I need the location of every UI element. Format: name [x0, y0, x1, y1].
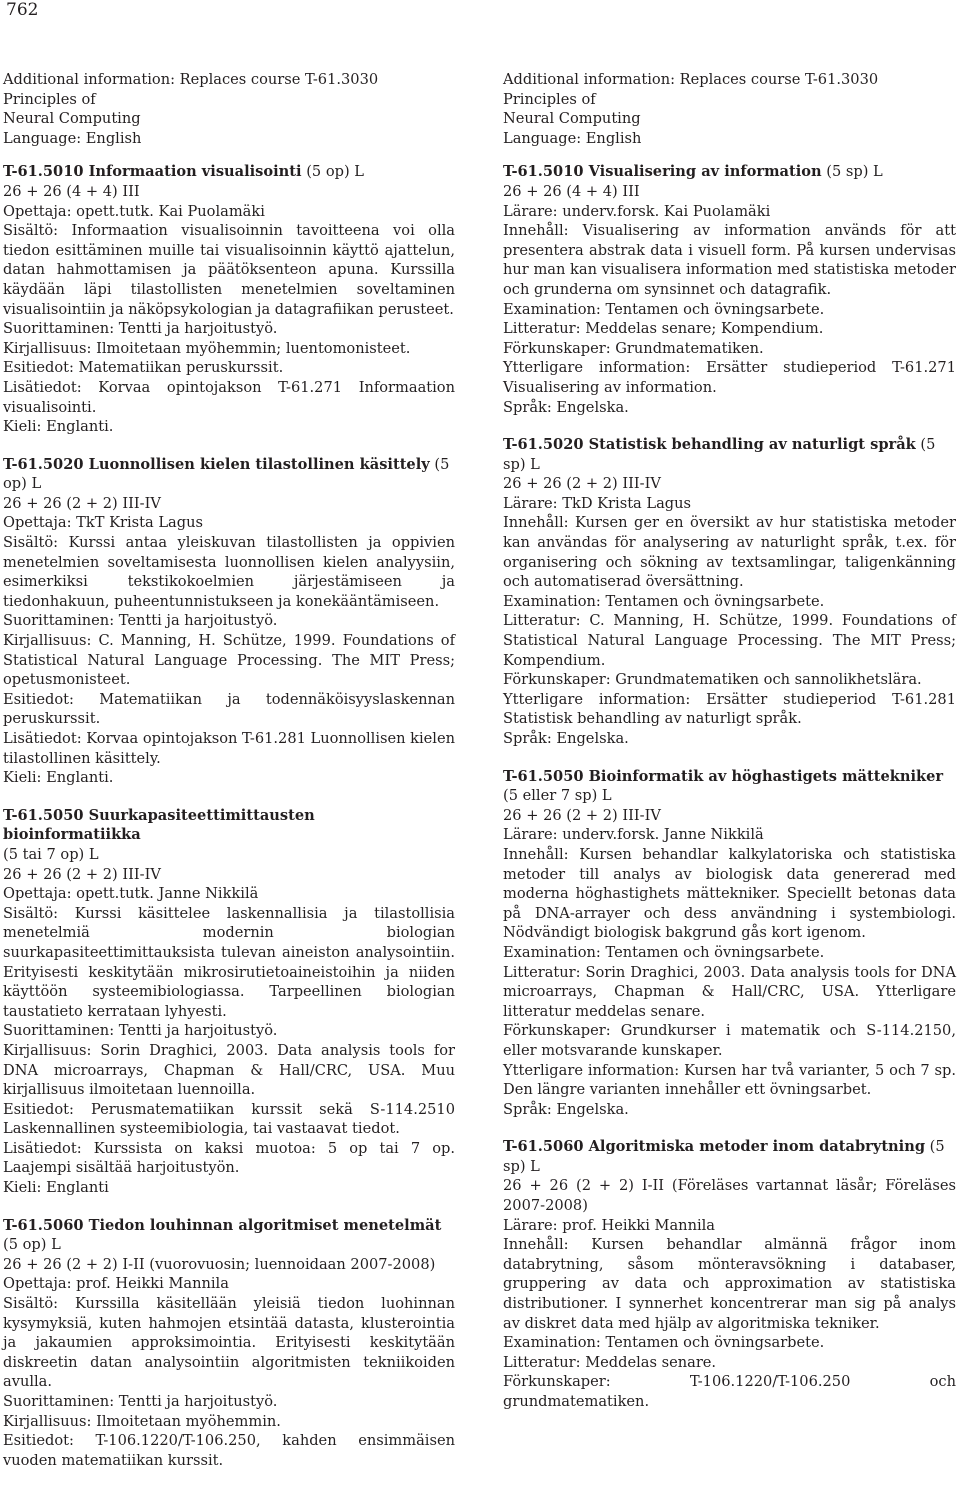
course-line: Examination: Tentamen och övningsarbete. [503, 943, 825, 961]
course-line: Kirjallisuus: Ilmoitetaan myöhemmin; luentomonisteet. [3, 339, 411, 357]
course-heading [3, 806, 455, 845]
course-title: T-61.5020 Statistisk behandling av naturligt språk [503, 436, 916, 454]
intro-line: Neural Computing [503, 110, 641, 128]
course-line: 26 + 26 (2 + 2) III-IV [3, 865, 161, 883]
course-title: T-61.5010 Visualisering av information [503, 163, 822, 181]
course-credits: (5 sp) L [503, 436, 936, 473]
left-column-finnish [3, 70, 455, 1488]
intro-line: Language: English [503, 129, 642, 147]
course-line: Lisätiedot: Korvaa opintojakson T-61.271 Informaation visualisointi. [3, 378, 455, 416]
course-line: Esitiedot: T-106.1220/T-106.250, kahden ensimmäisen vuoden matematiikan kurssit. [3, 1432, 455, 1469]
course-entry [3, 806, 455, 1198]
course-line: Lärare: underv.forsk. Kai Puolamäki [503, 202, 771, 220]
course-line: Examination: Tentamen och övningsarbete. [503, 300, 825, 318]
course-line: Opettaja: opett.tutk. Kai Puolamäki [3, 202, 265, 220]
course-entry [503, 435, 956, 749]
course-line: 26 + 26 (4 + 4) III [3, 182, 140, 200]
course-line: Kieli: Englanti [3, 1179, 109, 1197]
course-line: Kieli: Englanti. [3, 769, 114, 787]
course-line: Förkunskaper: T-106.1220/T-106.250 och grundmatematiken. [503, 1373, 956, 1410]
course-credits: (5 sp) L [503, 1138, 945, 1175]
course-description: Innehåll: Kursen ger en översikt av hur statistiska metoder kan användas för analysering av naturlight språk, t.ex. för organisering och sökning av textsamlingar, taligenkänning och automatiserad översättning. [503, 514, 956, 591]
course-heading [3, 1216, 455, 1236]
course-title: T-61.5010 Informaation visualisointi [3, 163, 302, 181]
intro-line: Language: English [3, 129, 142, 147]
course-heading [503, 435, 956, 474]
course-line: Examination: Tentamen och övningsarbete. [503, 592, 825, 610]
course-line: Suorittaminen: Tentti ja harjoitustyö. [3, 612, 278, 630]
course-entry [503, 1137, 956, 1411]
course-line: Ytterligare information: Ersätter studieperiod T-61.271 Visualisering av information. [503, 359, 956, 396]
course-line: (5 tai 7 op) L [3, 845, 99, 863]
page-number: 762 [6, 0, 39, 20]
course-description: Sisältö: Informaation visualisoinnin tavoitteena voi olla tiedon esittäminen muille tai visualisoinnin käyttö ajattelun, datan hahmottamisen ja päätöksenteon apuna. Kurssilla käydään läpi tilastollisten menetelmien soveltaminen visualisointiin ja näköpsykologian ja datagrafiikan perusteet. [3, 222, 455, 318]
course-heading [503, 162, 956, 182]
right-column-swedish [503, 70, 956, 1430]
course-line: Kieli: Englanti. [3, 418, 114, 436]
course-description: Sisältö: Kurssilla käsitellään yleisiä tiedon luohinnan kysymyksiä, kuten hahmojen etsintää datasta, klusterointia ja jakaumien approksimointia. Erityisesti keskitytään diskreetin datan analysointiin algoritmisten tekniikoiden avulla. [3, 1295, 455, 1391]
course-credits: (5 eller 7 sp) L [503, 787, 612, 805]
course-line: (5 op) L [3, 1236, 61, 1254]
course-line: Förkunskaper: Grundmatematiken och sannolikhetslära. [503, 671, 922, 689]
course-line: Opettaja: TkT Krista Lagus [3, 514, 203, 532]
intro-line: Neural Computing [3, 110, 141, 128]
course-line: Kirjallisuus: C. Manning, H. Schütze, 1999. Foundations of Statistical Natural Language Processing. The MIT Press; opetusmonisteet. [3, 632, 455, 689]
right-intro [503, 70, 956, 148]
course-description: Sisältö: Kurssi antaa yleiskuvan tilastollisten ja oppivien menetelmien soveltamisesta luonnollisen kielen analyysiin, esimerkiksi tekstikokoelmien järjestämiseen ja tiedonhakuun, puheentunnistukseen ja konekääntämiseen. [3, 534, 455, 610]
course-line: Esitiedot: Matematiikan peruskurssit. [3, 359, 284, 377]
course-line: Opettaja: prof. Heikki Mannila [3, 1275, 229, 1293]
course-line: 26 + 26 (2 + 2) I-II (Föreläses vartannat läsår; Föreläses 2007-2008) [503, 1177, 956, 1215]
course-line: Suorittaminen: Tentti ja harjoitustyö. [3, 1393, 278, 1410]
course-credits: (5 op) L [301, 163, 364, 181]
course-line: Litteratur: Meddelas senare. [503, 1353, 717, 1371]
course-line: Språk: Engelska. [503, 1100, 629, 1118]
course-entry [503, 767, 956, 1120]
course-description: Innehåll: Kursen behandlar almännä frågor inom databrytning, såsom mönteravsökning i databaser, gruppering av data och approximation av statistiska distributioner. I synnerhet koncentrerar man sig på analys av diskret data med hjälp av algoritmiska tekniker. [503, 1236, 956, 1332]
course-title: T-61.5050 Suurkapasiteettimittausten bioinformatiikka [3, 806, 315, 844]
course-line: Språk: Engelska. [503, 730, 629, 747]
course-entry [3, 162, 455, 436]
course-line: Lisätiedot: Korvaa opintojakson T-61.281 Luonnollisen kielen tilastollinen käsittely. [3, 730, 456, 767]
course-line: Kirjallisuus: Sorin Draghici, 2003. Data analysis tools for DNA microarrays, Chapman & Hall/CRC, USA. Muu kirjallisuus ilmoitetaan luennoilla. [3, 1041, 455, 1099]
course-title: T-61.5050 Bioinformatik av höghastigets mättekniker [503, 767, 944, 785]
course-line: Språk: Engelska. [503, 398, 629, 416]
course-line: Litteratur: Meddelas senare; Kompendium. [503, 320, 824, 338]
course-line: Esitiedot: Matematiikan ja todennäköisyyslaskennan peruskurssit. [3, 690, 455, 728]
course-title: T-61.5020 Luonnollisen kielen tilastollinen käsittely [3, 455, 430, 473]
course-line: Förkunskaper: Grundmatematiken. [503, 339, 764, 357]
course-description: Sisältö: Kurssi käsittelee laskennallisia ja tilastollisia menetelmiä modernin biologian suurkapasiteettimittauksista tulevan aineiston analysointiin. Erityisesti keskitytään mikrosirutietoaineistoihin ja niiden käyttöön systeemibiologiassa. Tarpeellinen biologian taustatieto kerrataan lyhyesti. [3, 904, 455, 1020]
course-title: T-61.5060 Tiedon louhinnan algoritmiset menetelmät [3, 1216, 442, 1234]
left-intro [3, 70, 455, 148]
course-line: Lärare: underv.forsk. Janne Nikkilä [503, 826, 764, 844]
course-heading [3, 162, 455, 182]
course-line: 26 + 26 (2 + 2) I-II (vuorovuosin; luennoidaan 2007-2008) [3, 1255, 436, 1273]
course-entry [503, 162, 956, 417]
course-line: Ytterligare information: Ersätter studieperiod T-61.281 Statistisk behandling av naturligt språk. [503, 690, 956, 728]
course-entry [3, 1216, 455, 1471]
course-entry [3, 455, 455, 788]
intro-line: Additional information: Replaces course T-61.3030 Principles of [503, 71, 879, 108]
course-line: Lisätiedot: Kurssista on kaksi muotoa: 5 op tai 7 op. Laajempi sisältää harjoitustyön. [3, 1139, 455, 1177]
course-heading [503, 1137, 956, 1176]
course-line: 26 + 26 (2 + 2) III-IV [503, 475, 661, 493]
course-line: Litteratur: Sorin Draghici, 2003. Data analysis tools for DNA microarrays, Chapman & Hall/CRC, USA. Ytterligare litteratur meddelas senare. [503, 963, 956, 1020]
course-line: Lärare: TkD Krista Lagus [503, 494, 692, 512]
course-description: Innehåll: Kursen behandlar kalkylatoriska och statistiska metoder till analys av biologisk data genererad med moderna höghastighets mättekniker. Speciellt betonas data på DNA-arrayer och dess användning i systembiologi. Nödvändigt biologisk bakgrund gås kort igenom. [503, 845, 956, 942]
course-line: Opettaja: opett.tutk. Janne Nikkilä [3, 885, 259, 903]
course-heading [503, 767, 956, 806]
course-line: 26 + 26 (4 + 4) III [503, 182, 640, 200]
course-line: Esitiedot: Perusmatematiikan kurssit sekä S-114.2510 Laskennallinen systeemibiologia, tai vastaavat tiedot. [3, 1100, 455, 1138]
course-description: Innehåll: Visualisering av information används för att presentera abstrak data i visuell form. På kursen undervisas hur man kan visualisera information med statistiska metoder och grunderna om synsinnet och datagrafik. [503, 222, 956, 298]
course-line: Kirjallisuus: Ilmoitetaan myöhemmin. [3, 1412, 281, 1430]
course-line: Litteratur: C. Manning, H. Schütze, 1999. Foundations of Statistical Natural Language Processing. The MIT Press; Kompendium. [503, 612, 956, 669]
course-line: Suorittaminen: Tentti ja harjoitustyö. [3, 1022, 278, 1040]
course-credits: (5 op) L [3, 455, 450, 493]
intro-line: Additional information: Replaces course T-61.3030 Principles of [3, 71, 379, 108]
course-line: Examination: Tentamen och övningsarbete. [503, 1334, 825, 1352]
course-title: T-61.5060 Algoritmiska metoder inom databrytning [503, 1138, 926, 1156]
course-line: 26 + 26 (2 + 2) III-IV [503, 806, 661, 824]
course-line: Lärare: prof. Heikki Mannila [503, 1216, 716, 1234]
course-heading [3, 455, 455, 494]
course-line: Förkunskaper: Grundkurser i matematik och S-114.2150, eller motsvarande kunskaper. [503, 1022, 956, 1059]
course-line: 26 + 26 (2 + 2) III-IV [3, 494, 161, 512]
course-line: Suorittaminen: Tentti ja harjoitustyö. [3, 320, 278, 338]
course-line: Ytterligare information: Kursen har två varianter, 5 och 7 sp. Den längre varianten innehåller ett övningsarbet. [503, 1061, 956, 1099]
course-credits: (5 sp) L [821, 163, 883, 181]
